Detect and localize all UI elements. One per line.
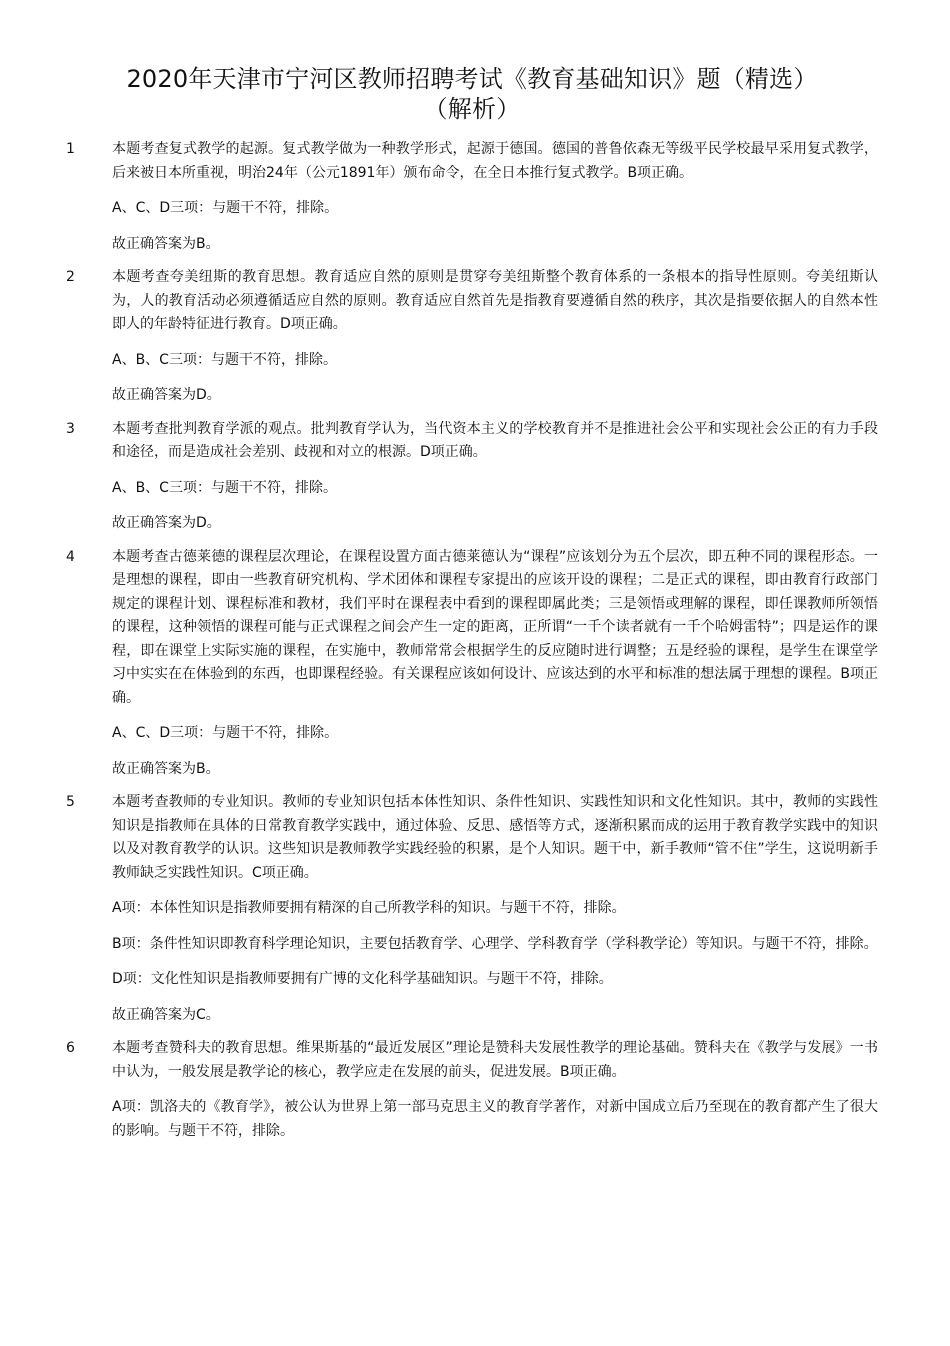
explanation-paragraph: 故正确答案为D。 [112,515,221,531]
page-title-line-2: （解析） [423,95,521,123]
item-explanation [112,546,878,782]
item-number: 4 [66,548,75,565]
page-title [66,64,878,124]
item-number: 5 [66,794,75,810]
explanation-paragraph: 本题考查古德莱德的课程层次理论，在课程设置方面古德莱德认为“课程”应该划分为五个层次，即五种不同的课程形态。一是理想的课程，即由一些教育研究机构、学术团体和课程专家提出的应该开设的课程；二是正式的课程，即由教育行政部门规定的课程计划、课程标准和教材，我们平时在课程表中看到的课程即属此类；三是领悟或理解的课程，即任课教师所领悟的课程，这种领悟的课程可能与正式课程之间会产生一定的距离，正所谓“一千个读者就有一千个哈姆雷特”；四是运作的课程，即在课堂上实际实施的课程，在实施中，教师常常会根据学生的反应随时进行调整；五是经验的课程，是学生在课堂学习中实实在在体验到的东西，也即课程经验。有关课程应该如何设计、应该达到的水平和标准的想法属于理想的课程。B项正确。 [112,548,878,706]
explanation-paragraph: 本题考查教师的专业知识。教师的专业知识包括本体性知识、条件性知识、实践性知识和文化性知识。其中，教师的实践性知识是指教师在具体的日常教育教学实践中，通过体验、反思、感悟等方式，逐渐积累而成的运用于教育教学实践中的知识以及对教育教学的认识。这些知识是教师教学实践经验的积累，是个人知识。题干中，新手教师“管不住”学生，这说明新手教师缺乏实践性知识。C项正确。 [112,794,878,881]
item-explanation [112,266,878,408]
explanation-paragraph: 本题考查赞科夫的教育思想。维果斯基的“最近发展区”理论是赞科夫发展性教学的理论基础。赞科夫在《教学与发展》一书中认为，一般发展是教学论的核心，教学应走在发展的前头，促进发展。B项正确。 [112,1040,878,1080]
explanation-paragraph: 本题考查批判教育学派的观点。批判教育学认为，当代资本主义的学校教育并不是推进社会公平和实现社会公正的有力手段和途径，而是造成社会差别、歧视和对立的根源。D项正确。 [112,420,878,460]
answer-list [66,138,878,1143]
explanation-paragraph: 故正确答案为D。 [112,387,221,403]
item-number: 6 [66,1040,75,1056]
explanation-paragraph: 本题考查夸美纽斯的教育思想。教育适应自然的原则是贯穿夸美纽斯整个教育体系的一条根本的指导性原则。夸美纽斯认为，人的教育活动必须遵循适应自然的原则。教育适应自然首先是指教育要遵循自然的秩序，其次是指要依据人的自然本性即人的年龄特征进行教育。D项正确。 [112,269,878,332]
item-number: 1 [66,141,75,157]
answer-item [66,266,878,408]
explanation-paragraph: A、B、C三项：与题干不符，排除。 [112,351,337,368]
answer-item [66,418,878,536]
item-number: 2 [66,269,75,285]
explanation-paragraph: D项：文化性知识是指教师要拥有广博的文化科学基础知识。与题干不符，排除。 [112,971,613,987]
answer-item [66,1037,878,1143]
explanation-paragraph: A、C、D三项：与题干不符，排除。 [112,725,339,741]
explanation-paragraph: 本题考查复式教学的起源。复式教学做为一种教学形式，起源于德国。德国的普鲁依森无等级平民学校最早采用复式教学，后来被日本所重视，明治24年（公元1891年）颁布命令，在全日本推行复式教学。B项正确。 [112,141,878,181]
explanation-paragraph: A、C、D三项：与题干不符，排除。 [112,200,339,216]
explanation-paragraph: A、B、C三项：与题干不符，排除。 [112,479,337,496]
explanation-paragraph: 故正确答案为B。 [112,760,220,777]
item-explanation [112,138,878,256]
explanation-paragraph: A项：本体性知识是指教师要拥有精深的自己所教学科的知识。与题干不符，排除。 [112,900,626,916]
item-explanation [112,791,878,1027]
item-explanation [112,1037,878,1143]
answer-item [66,138,878,256]
answer-item [66,791,878,1027]
explanation-paragraph: B项：条件性知识即教育科学理论知识，主要包括教育学、心理学、学科教育学（学科教学论）等知识。与题干不符，排除。 [112,935,878,952]
explanation-paragraph: 故正确答案为C。 [112,1006,220,1023]
answer-item [66,546,878,782]
page-title-line-1: 2020年天津市宁河区教师招聘考试《教育基础知识》题（精选） [126,65,818,93]
item-number: 3 [66,420,75,437]
explanation-paragraph: A项：凯洛夫的《教育学》，被公认为世界上第一部马克思主义的教育学著作，对新中国成立后乃至现在的教育都产生了很大的影响。与题干不符，排除。 [112,1099,878,1139]
item-explanation [112,418,878,536]
explanation-paragraph: 故正确答案为B。 [112,235,220,252]
